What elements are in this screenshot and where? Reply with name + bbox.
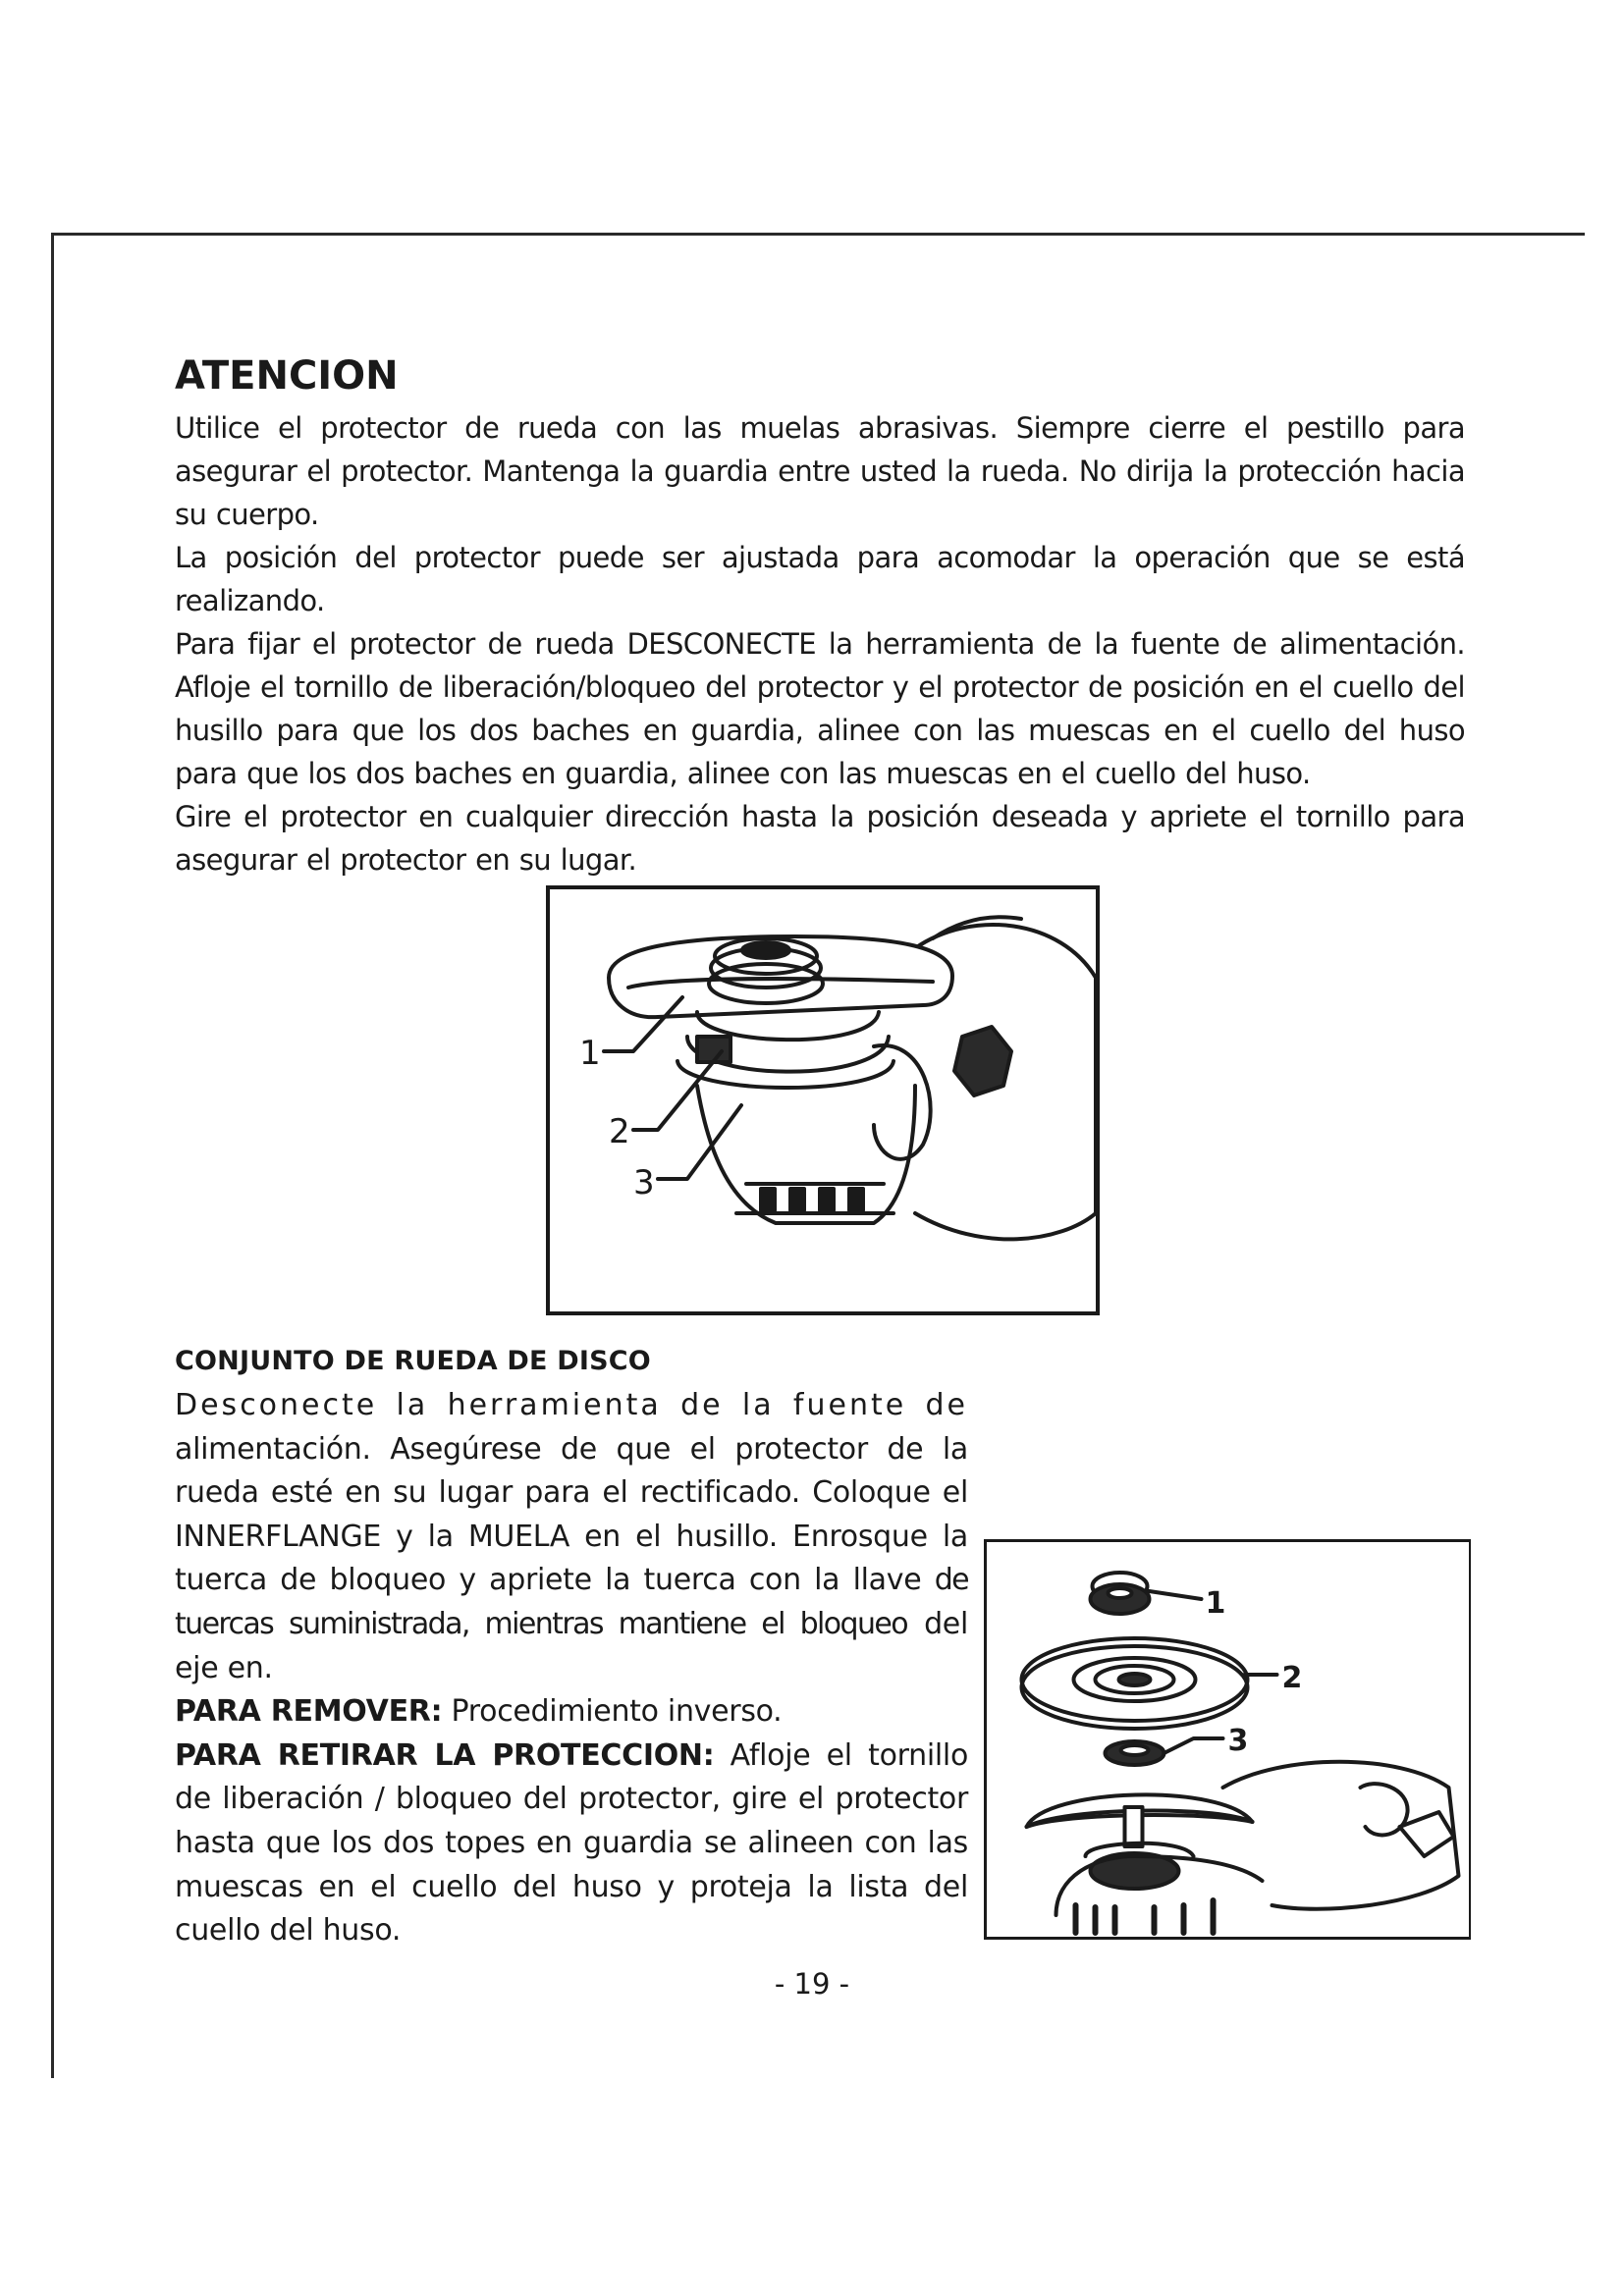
paragraph-4: Gire el protector en cualquier dirección hasta la posición deseada y apriete el tornillo para asegurar el protector en su lugar. [175,800,1465,877]
fig1-label-2: 2 [609,1112,630,1151]
disc-assembly-section [175,1343,968,1953]
disc-assembly-text: alimentación. Asegúrese de que el protector de la rueda esté en su lugar para el rectificado. Coloque el INNERFLANGE y la MUELA en el husillo. Enrosque la tuerca de bloqueo y apriete la tuerca con la llave [175,1431,968,1598]
disc-assembly-line-1: Desconecte la herramienta de la fuente de [175,1388,968,1422]
page-number: - 19 - [774,1967,850,2001]
remove-paragraph [175,1690,968,1735]
frame-left-rule [51,233,54,2078]
paragraph-2: La posición del protector puede ser ajustada para acomodar la operación que se está realizando. [175,541,1465,617]
section-title-atencion: ATENCION [175,353,399,399]
fig1-label-3: 3 [633,1163,655,1202]
paragraph-1: Utilice el protector de rueda con las muelas abrasivas. Siempre cierre el pestillo para asegurar el protector. Mantenga la guardia entre usted la rueda. No dirija la protección hacia su cuerpo. [175,411,1465,531]
figure-guard-illustration [546,885,1100,1315]
disc-assembly-text-end: del eje en. [175,1606,968,1685]
fig2-label-2: 2 [1281,1661,1303,1695]
frame-top-rule [51,233,1585,236]
disc-assembly-text-tight: de tuercas suministrada, mientras mantiene el bloqueo [175,1563,968,1641]
figure-disc-assembly [984,1539,1471,1940]
guard-removal-text: Afloje el tornillo de liberación / bloqueo del protector, gire el protector hasta que los dos topes en guardia se alineen con las muescas en el cuello del huso y proteja la lista del cuello del huso. [175,1737,969,1949]
paragraph-3: Para fijar el protector de rueda DESCONECTE la herramienta de la fuente de alimentación. Afloje el tornillo de liberación/bloqueo del protector y el protector de posición en el cuello del husillo para que los dos baches en guardia, alinee con las muescas en el cuello del huso para que los dos baches en guardia, alinee con las muescas en el cuello del huso. [175,627,1465,790]
remove-text: Procedimiento inverso. [442,1694,783,1730]
grinder-guard-drawing [550,889,1096,1311]
disc-assembly-paragraph [175,1384,968,1690]
disc-assembly-drawing [987,1542,1469,1937]
remove-label: PARA REMOVER: [175,1694,443,1730]
fig2-label-3: 3 [1227,1724,1249,1758]
atencion-body [175,406,1465,881]
guard-removal-label: PARA RETIRAR LA PROTECCION: [175,1737,715,1773]
fig1-label-1: 1 [579,1034,601,1073]
section-title-disc-assembly: CONJUNTO DE RUEDA DE DISCO [175,1346,651,1376]
guard-removal-paragraph [175,1735,968,1953]
fig2-label-1: 1 [1205,1586,1226,1621]
